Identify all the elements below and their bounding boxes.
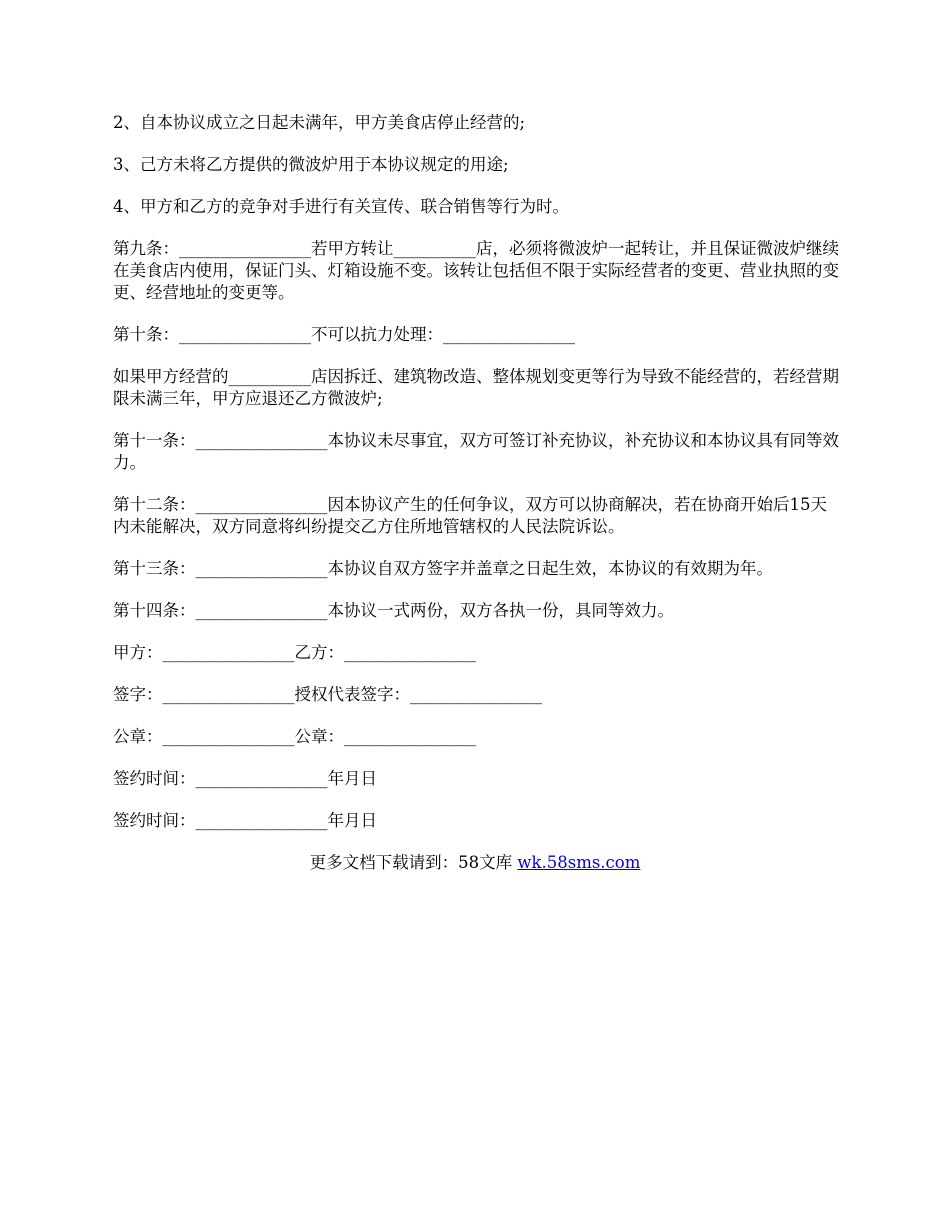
article-11: 第十一条：________________本协议未尽事宜，双方可签订补充协议，补充协议和本协议具有同等效力。 [113,431,839,472]
document-page [113,112,853,874]
clause-item-4: 4、甲方和乙方的竞争对手进行有关宣传、联合销售等行为时。 [113,197,569,216]
article-9: 第九条：________________若甲方转让__________店，必须将微波炉一起转让，并且保证微波炉继续在美食店内使用，保证门头、灯箱设施不变。该转让包括但不限于实际经营者的变更、营业执照的变更、经营地址的变更等。 [113,239,839,302]
article-14: 第十四条：________________本协议一式两份，双方各执一份，具同等效力。 [113,601,674,620]
footer-text: 更多文档下载请到：58文库 [309,853,518,872]
footer [113,852,837,874]
article-13: 第十三条：________________本协议自双方签字并盖章之日起生效，本协议的有效期为年。 [113,559,773,578]
article-10: 第十条：________________不可以抗力处理：________________ [113,325,575,344]
article-10-detail: 如果甲方经营的__________店因拆迁、建筑物改造、整体规划变更等行为导致不能经营的，若经营期限未满三年，甲方应退还乙方微波炉; [113,367,839,408]
clause-item-2: 2、自本协议成立之日起未满年，甲方美食店停止经营的; [113,113,526,132]
signature-line: 签字：________________授权代表签字：________________ [113,685,542,704]
party-line: 甲方：________________乙方：________________ [113,643,476,662]
footer-link[interactable]: wk.58sms.com [517,853,641,872]
article-12: 第十二条：________________因本协议产生的任何争议，双方可以协商解决，若在协商开始后15天内未能解决，双方同意将纠纷提交乙方住所地管辖权的人民法院诉讼。 [113,495,827,536]
clause-item-3: 3、己方未将乙方提供的微波炉用于本协议规定的用途; [113,155,509,174]
sign-date-line-2: 签约时间：________________年月日 [113,811,377,830]
seal-line: 公章：________________公章：________________ [113,727,476,746]
sign-date-line-1: 签约时间：________________年月日 [113,769,377,788]
